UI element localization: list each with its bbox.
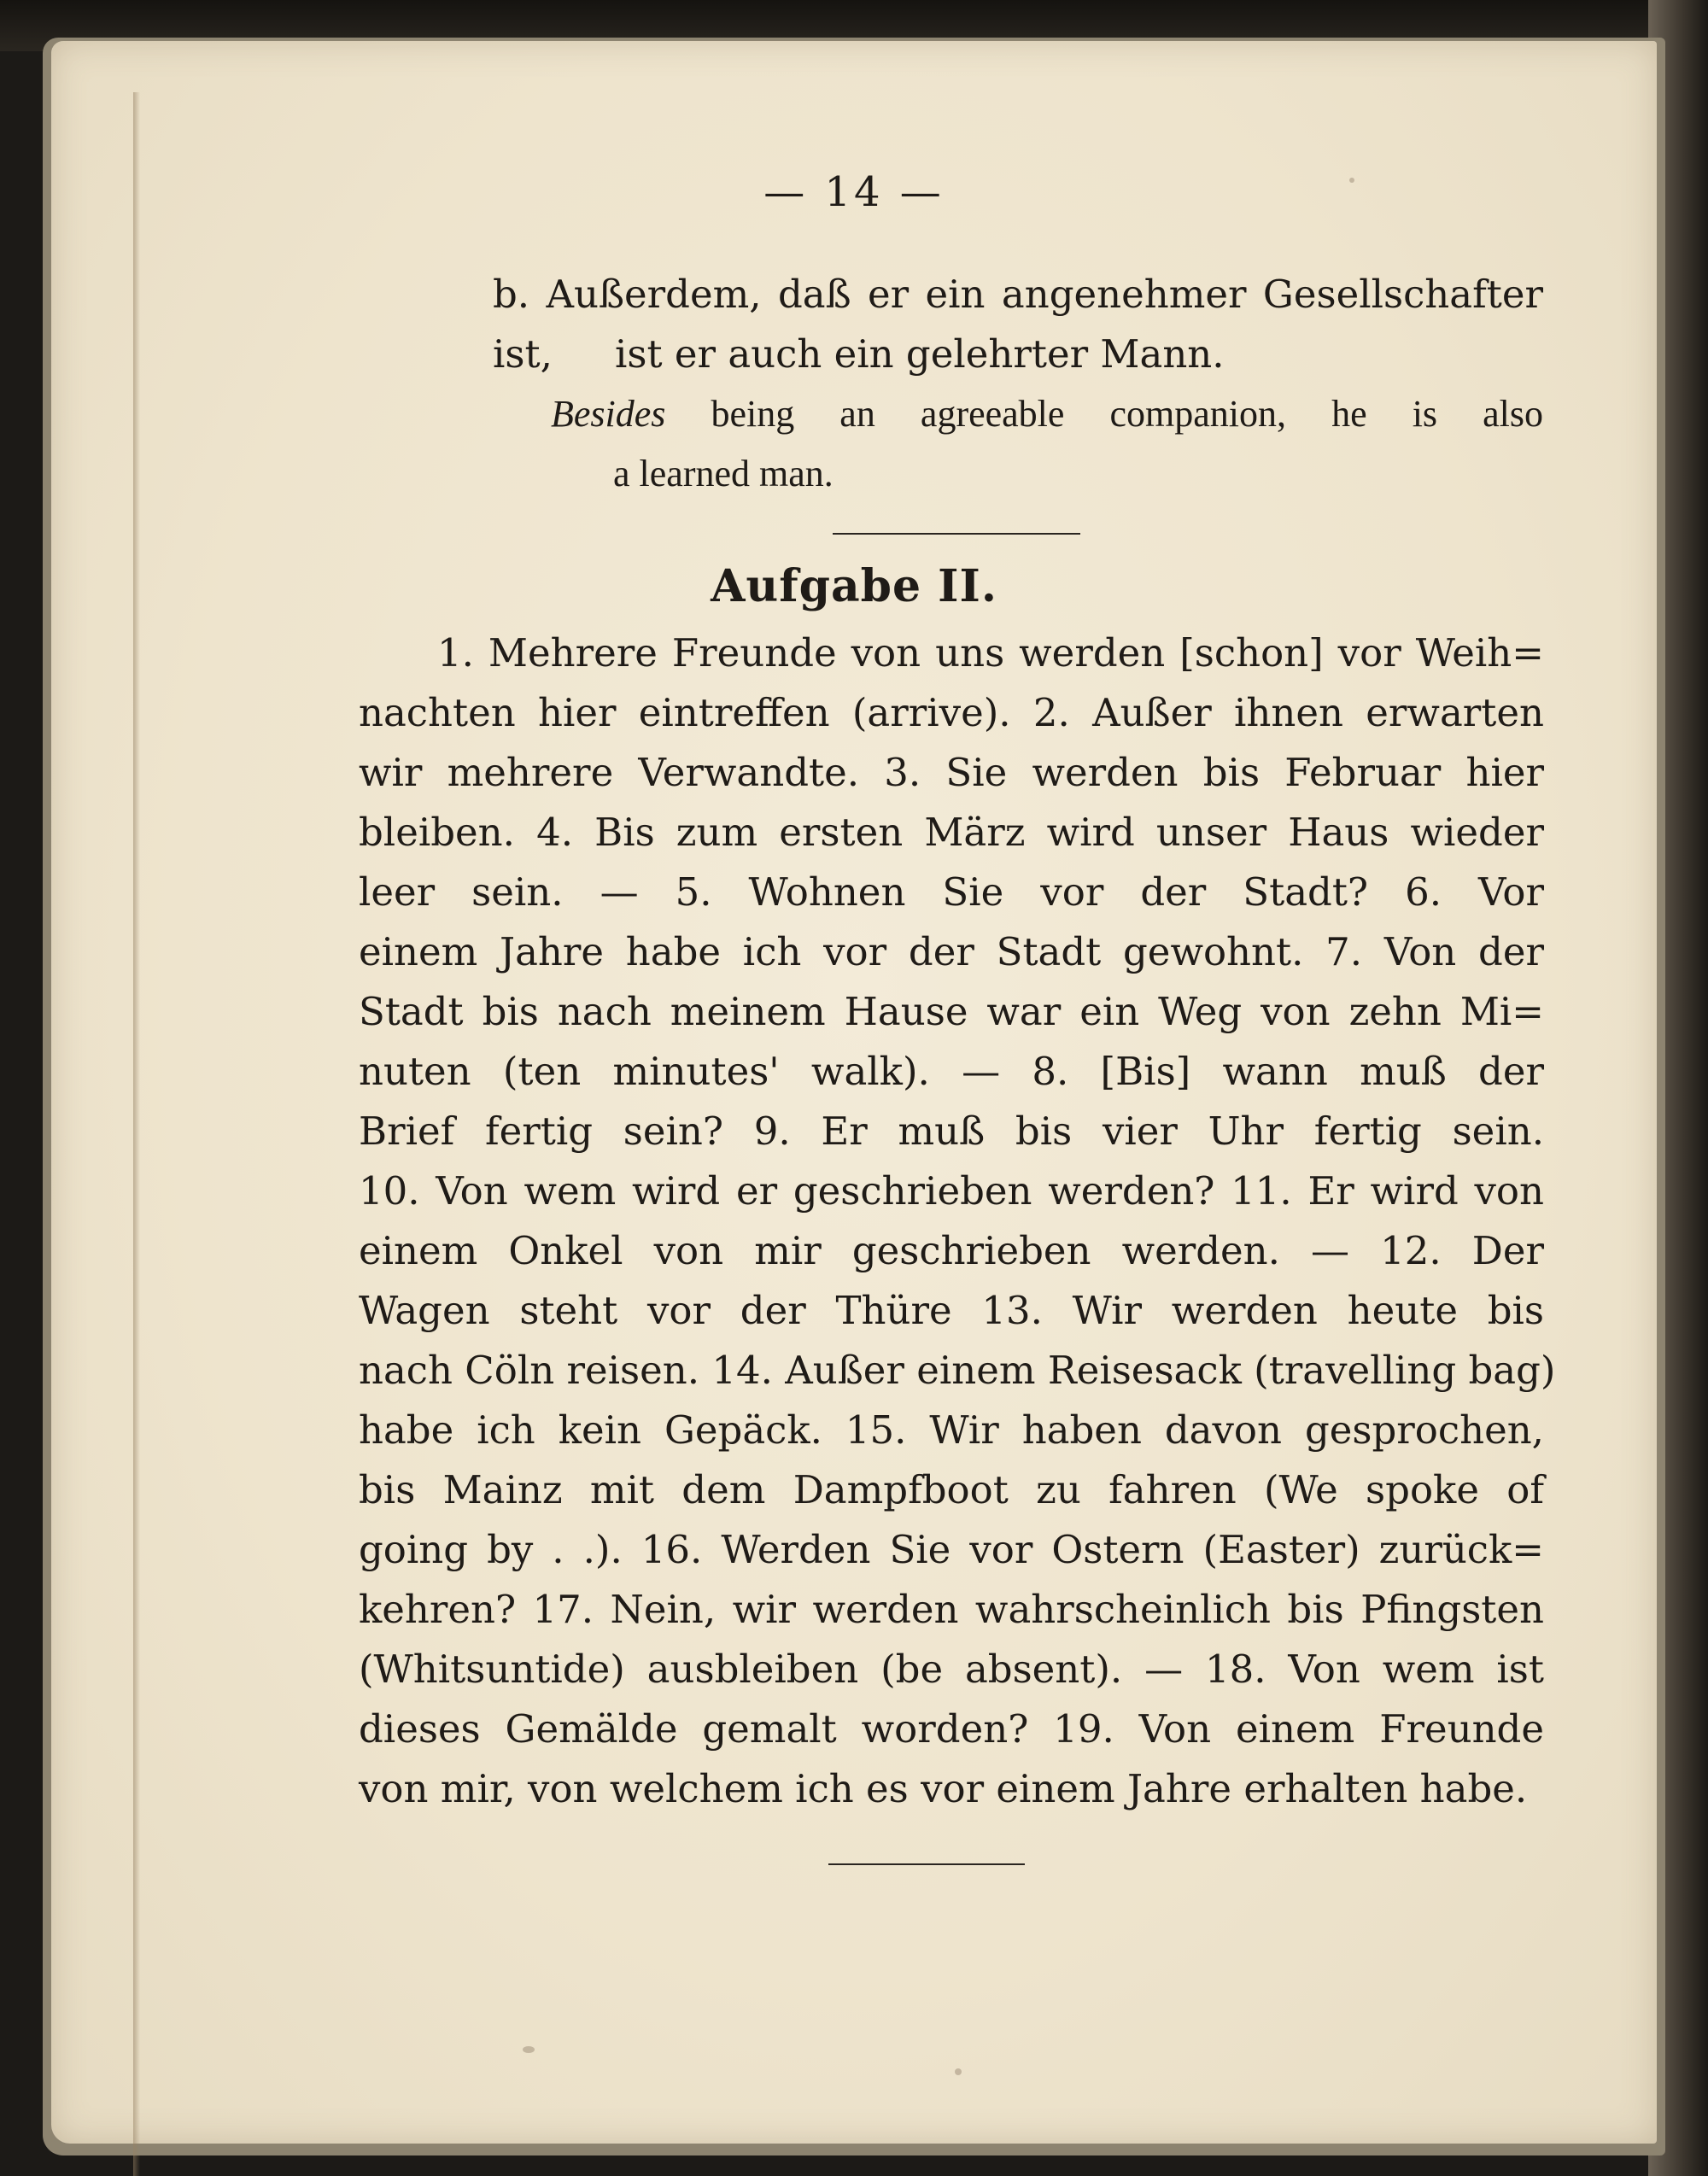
exercise-line: bleiben. 4. Bis zum ersten März wird unser Haus wieder <box>359 810 1544 855</box>
ink-speck <box>955 2068 962 2075</box>
exercise-line: kehren? 17. Nein, wir werden wahrscheinlich bis Pfingsten <box>359 1587 1544 1632</box>
section-divider-top <box>833 533 1080 535</box>
exercise-line: going by . .). 16. Werden Sie vor Ostern (Easter) zurück= <box>359 1527 1544 1572</box>
exercise-text-block <box>359 623 1556 1819</box>
ink-speck <box>1349 178 1354 183</box>
page-gutter <box>133 92 140 2176</box>
exercise-line: wir mehrere Verwandte. 3. Sie werden bis Februar hier <box>359 750 1544 795</box>
page-number: — 14 — <box>763 168 945 216</box>
exercise-line: Wagen steht vor der Thüre 13. Wir werden heute bis <box>359 1288 1544 1333</box>
exercise-line: nach Cöln reisen. 14. Außer einem Reisesack (travelling bag) <box>359 1348 1556 1393</box>
exercise-line: einem Jahre habe ich vor der Stadt gewohnt. 7. Von der <box>359 929 1544 974</box>
english-line-1-rest: being an agreeable companion, he is also <box>665 393 1543 435</box>
exercise-title: Aufgabe II. <box>711 560 997 612</box>
exercise-line: (Whitsuntide) ausbleiben (be absent). — 18. Von wem ist <box>359 1647 1544 1692</box>
exercise-line: 1. Mehrere Freunde von uns werden [schon] vor Weih= <box>437 630 1544 676</box>
exercise-line: Brief fertig sein? 9. Er muß bis vier Uhr fertig sein. <box>359 1108 1544 1154</box>
example-b-german-line-2: ist er auch ein gelehrter Mann. <box>615 331 1225 377</box>
exercise-line: dieses Gemälde gemalt worden? 19. Von einem Freunde <box>359 1706 1544 1752</box>
exercise-line: von mir, von welchem ich es vor einem Jahre erhalten habe. <box>359 1766 1528 1811</box>
example-b-english-line-2: a learned man. <box>613 453 834 494</box>
exercise-line: nachten hier eintreffen (arrive). 2. Außer ihnen erwarten <box>359 690 1544 735</box>
example-b-german-line-1: b. Außerdem, daß er ein angenehmer Gesellschafter ist, <box>493 272 1543 377</box>
english-italic-word: Besides <box>551 393 666 435</box>
example-b-english-line-1 <box>551 384 1543 444</box>
exercise-line: einem Onkel von mir geschrieben werden. — 12. Der <box>359 1228 1544 1273</box>
exercise-line: nuten (ten minutes' walk). — 8. [Bis] wann muß der <box>359 1049 1544 1094</box>
exercise-line: 10. Von wem wird er geschrieben werden? 11. Er wird von <box>359 1168 1544 1214</box>
exercise-line: Stadt bis nach meinem Hause war ein Weg von zehn Mi= <box>359 989 1544 1034</box>
exercise-line: habe ich kein Gepäck. 15. Wir haben davon gesprochen, <box>359 1407 1544 1453</box>
section-divider-bottom <box>828 1863 1025 1865</box>
exercise-line: bis Mainz mit dem Dampfboot zu fahren (We spoke of <box>359 1467 1544 1512</box>
ink-speck <box>523 2046 535 2053</box>
exercise-line: leer sein. — 5. Wohnen Sie vor der Stadt? 6. Vor <box>359 869 1544 915</box>
